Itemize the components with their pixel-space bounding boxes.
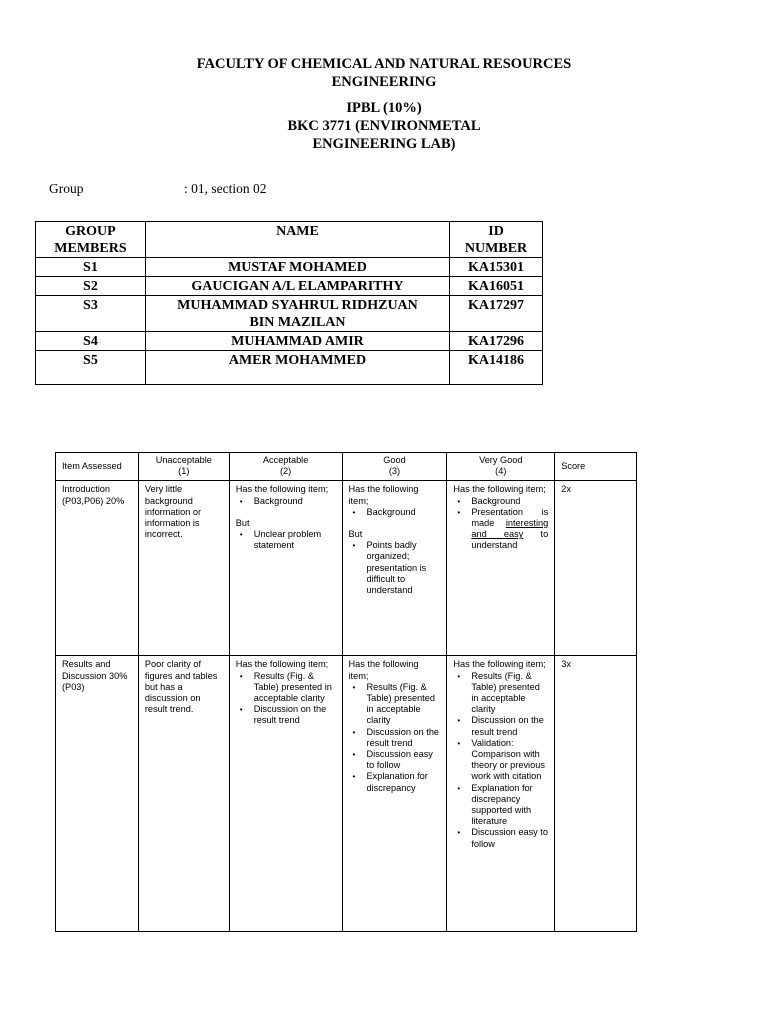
results-score: 3x xyxy=(555,656,637,932)
member-name xyxy=(145,296,449,332)
member-id: KA15301 xyxy=(450,258,543,277)
member-name-line-2: BIN MAZILAN xyxy=(249,315,346,330)
intro-acceptable-list xyxy=(236,496,336,507)
intro-vgood-lead: Has the following item; xyxy=(453,484,546,495)
member-name: AMER MOHAMMED xyxy=(145,351,449,385)
member-name-line-1: MUHAMMAD SYAHRUL RIDHZUAN xyxy=(177,298,418,313)
intro-acceptable-lead: Has the following item; xyxy=(235,484,329,495)
header-unacceptable xyxy=(138,453,229,481)
header-good-score: (3) xyxy=(388,466,401,477)
list-item: • Discussion on the result trend xyxy=(349,727,441,749)
header-score: Score xyxy=(555,453,637,481)
header-very-good xyxy=(447,453,555,481)
results-acceptable-list xyxy=(236,671,336,727)
member-id: KA17297 xyxy=(450,296,543,332)
member-code: S2 xyxy=(36,277,146,296)
members-header-row xyxy=(36,222,543,258)
results-unacceptable: Poor clarity of figures and tables but has a discussion on result trend. xyxy=(138,656,229,932)
results-acceptable-lead: Has the following item; xyxy=(235,659,329,670)
results-vgood-lead: Has the following item; xyxy=(453,659,546,670)
member-name: MUSTAF MOHAMED xyxy=(145,258,449,277)
list-item: • Explanation for discrepancy supported with literature xyxy=(453,783,548,828)
intro-score: 2x xyxy=(555,481,637,656)
heading-line-5: ENGINEERING LAB) xyxy=(312,136,456,152)
list-item: • Background xyxy=(236,496,336,507)
list-item: • Explanation for discrepancy xyxy=(349,771,441,793)
header-very-good-score: (4) xyxy=(495,466,507,477)
header-unacceptable-label: Unacceptable xyxy=(155,455,212,465)
intro-good-but: But xyxy=(348,529,363,540)
heading-line-3: IPBL (10%) xyxy=(346,100,422,116)
course-heading xyxy=(0,99,768,153)
intro-very-good xyxy=(447,481,555,656)
results-good xyxy=(342,656,447,932)
member-code: S3 xyxy=(36,296,146,332)
rubric-header-row xyxy=(56,453,637,481)
list-item: • Results (Fig. & Table) presented in acceptable clarity xyxy=(236,671,336,705)
item-results-discussion: Results and Discussion 30% (P03) xyxy=(56,656,139,932)
table-row xyxy=(36,296,543,332)
results-good-list xyxy=(349,682,441,794)
header-acceptable-score: (2) xyxy=(280,466,292,477)
header-members-text: MEMBERS xyxy=(54,241,127,256)
header-id-text: ID xyxy=(488,224,504,239)
list-item: • Points badly organized; presentation is difficult to understand xyxy=(349,540,441,596)
table-row xyxy=(36,277,543,296)
vgood-text-a: Presentation is made xyxy=(471,506,549,529)
rubric-row-results xyxy=(56,656,637,932)
results-acceptable xyxy=(229,656,342,932)
list-item: • Discussion easy to follow xyxy=(349,749,441,771)
member-id: KA17296 xyxy=(450,332,543,351)
table-row xyxy=(36,351,543,385)
intro-unacceptable: Very little background information or information is incorrect. xyxy=(138,481,229,656)
header-name xyxy=(145,222,449,258)
header-very-good-label: Very Good xyxy=(479,455,523,465)
header-good-label: Good xyxy=(383,455,406,465)
list-item: • Validation: Comparison with theory or previous work with citation xyxy=(453,738,548,783)
faculty-heading xyxy=(0,55,768,91)
header-acceptable xyxy=(229,453,342,481)
header-id-number xyxy=(450,222,543,258)
header-number-text: NUMBER xyxy=(464,241,528,256)
list-item: • Discussion easy to follow xyxy=(453,827,548,849)
intro-acceptable-but: But xyxy=(235,517,250,528)
intro-good-list-2 xyxy=(349,540,441,596)
member-code: S1 xyxy=(36,258,146,277)
header-item-assessed: Item Assessed xyxy=(56,453,139,481)
header-name-text: NAME xyxy=(276,224,319,239)
member-id: KA14186 xyxy=(450,351,543,385)
group-members-table xyxy=(35,221,543,385)
list-item: • Discussion on the result trend xyxy=(453,715,548,737)
vgood-text-c: to understand xyxy=(471,529,549,551)
list-item: • Results (Fig. & Table) presented in acceptable clarity xyxy=(453,671,548,716)
header-acceptable-label: Acceptable xyxy=(262,455,309,465)
header-group-text: GROUP xyxy=(65,224,116,239)
list-item: • Discussion on the result trend xyxy=(236,704,336,726)
intro-acceptable-list-2 xyxy=(236,529,336,551)
table-row xyxy=(36,332,543,351)
group-label: Group xyxy=(49,181,84,196)
member-code: S4 xyxy=(36,332,146,351)
assessment-rubric-table xyxy=(55,452,637,932)
heading-line-2: ENGINEERING xyxy=(331,74,437,90)
group-value: : 01, section 02 xyxy=(184,181,267,196)
table-row xyxy=(36,258,543,277)
member-name: MUHAMMAD AMIR xyxy=(145,332,449,351)
header-group-members xyxy=(36,222,146,258)
item-introduction: Introduction (P03,P06) 20% xyxy=(56,481,139,656)
intro-acceptable xyxy=(229,481,342,656)
list-item: • Background xyxy=(453,496,548,507)
intro-vgood-list xyxy=(453,496,548,552)
rubric-row-introduction xyxy=(56,481,637,656)
header-unacceptable-score: (1) xyxy=(178,466,190,477)
list-item: • Unclear problem statement xyxy=(236,529,336,551)
header-good xyxy=(342,453,447,481)
results-vgood-list xyxy=(453,671,548,850)
heading-line-4: BKC 3771 (ENVIRONMETAL xyxy=(287,118,481,134)
intro-good xyxy=(342,481,447,656)
vgood-underlined-interesting: interesting xyxy=(505,518,549,529)
intro-good-list xyxy=(349,507,441,518)
results-very-good xyxy=(447,656,555,932)
member-code: S5 xyxy=(36,351,146,385)
list-item xyxy=(453,507,548,552)
list-item: • Results (Fig. & Table) presented in acceptable clarity xyxy=(349,682,441,727)
intro-good-lead: Has the following item; xyxy=(348,484,419,506)
member-name: GAUCIGAN A/L ELAMPARITHY xyxy=(145,277,449,296)
heading-line-1: FACULTY OF CHEMICAL AND NATURAL RESOURCES xyxy=(196,56,572,72)
vgood-underlined-easy: and easy xyxy=(471,529,524,540)
list-item: • Background xyxy=(349,507,441,518)
results-good-lead: Has the following item; xyxy=(348,659,419,681)
member-id: KA16051 xyxy=(450,277,543,296)
